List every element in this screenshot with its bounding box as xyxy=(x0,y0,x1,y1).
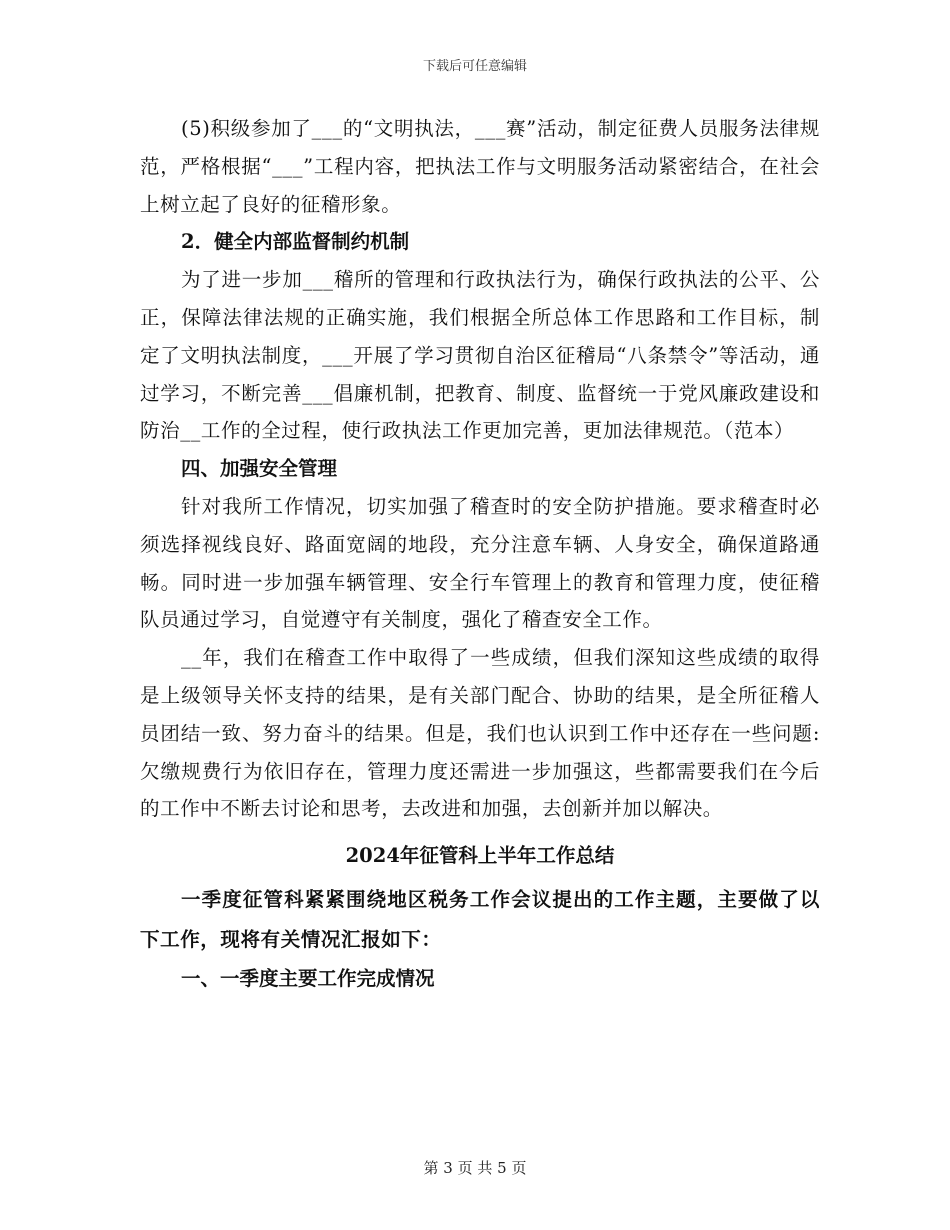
paragraph-civilized-enforcement: (5)积级参加了___的“文明执法，___赛”活动，制定征费人员服务法律规范，严格根据“___”工程内容，把执法工作与文明服务活动紧密结合，在社会上树立起了良好的征稽形象。 xyxy=(140,117,820,216)
page-footer: 第 3 页 共 5 页 xyxy=(423,1159,527,1177)
heading-internal-supervision: 2．健全内部监督制约机制 xyxy=(181,230,410,254)
heading-first-quarter: 一、一季度主要工作完成情况 xyxy=(181,967,435,991)
paragraph-safety-management: 针对我所工作情况，切实加强了稽查时的安全防护措施。要求稽查时必须选择视线良好、路面宽阔的地段，充分注意车辆、人身安全，确保道路通畅。同时进一步加强车辆管理、安全行车管理上的教育和管理力度，使征稽队员通过学习，自觉遵守有关制度，强化了稽查安全工作。 xyxy=(140,494,820,632)
page-header: 下载后可任意编辑 xyxy=(422,59,527,74)
paragraph-year-summary: __年，我们在稽查工作中取得了一些成绩，但我们深知这些成绩的取得是上级领导关怀支持的结果，是有关部门配合、协助的结果，是全所征稽人员团结一致、努力奋斗的结果。但是，我们也认识到工作中还存在一些问题:欠缴规费行为依旧存在，管理力度还需进一步加强这，些都需要我们在今后的工作中不断去讨论和思考，去改进和加强，去创新并加以解决。 xyxy=(140,646,820,821)
heading-safety-management: 四、加强安全管理 xyxy=(181,457,338,481)
paragraph-intro: 一季度征管科紧紧围绕地区税务工作会议提出的工作主题，主要做了以下工作，现将有关情况汇报如下： xyxy=(140,888,820,952)
section-title: 2024年征管科上半年工作总结 xyxy=(345,844,615,868)
document-body xyxy=(140,110,820,998)
paragraph-internal-supervision: 为了进一步加___稽所的管理和行政执法行为，确保行政执法的公平、公正，保障法律法规的正确实施，我们根据全所总体工作思路和工作目标，制定了文明执法制度，___开展了学习贯彻自治区征稽局“八条禁令”等活动，通过学习，不断完善___倡廉机制，把教育、制度、监督统一于党风廉政建设和防治__工作的全过程，使行政执法工作更加完善，更加法律规范。（范本） xyxy=(140,268,820,443)
